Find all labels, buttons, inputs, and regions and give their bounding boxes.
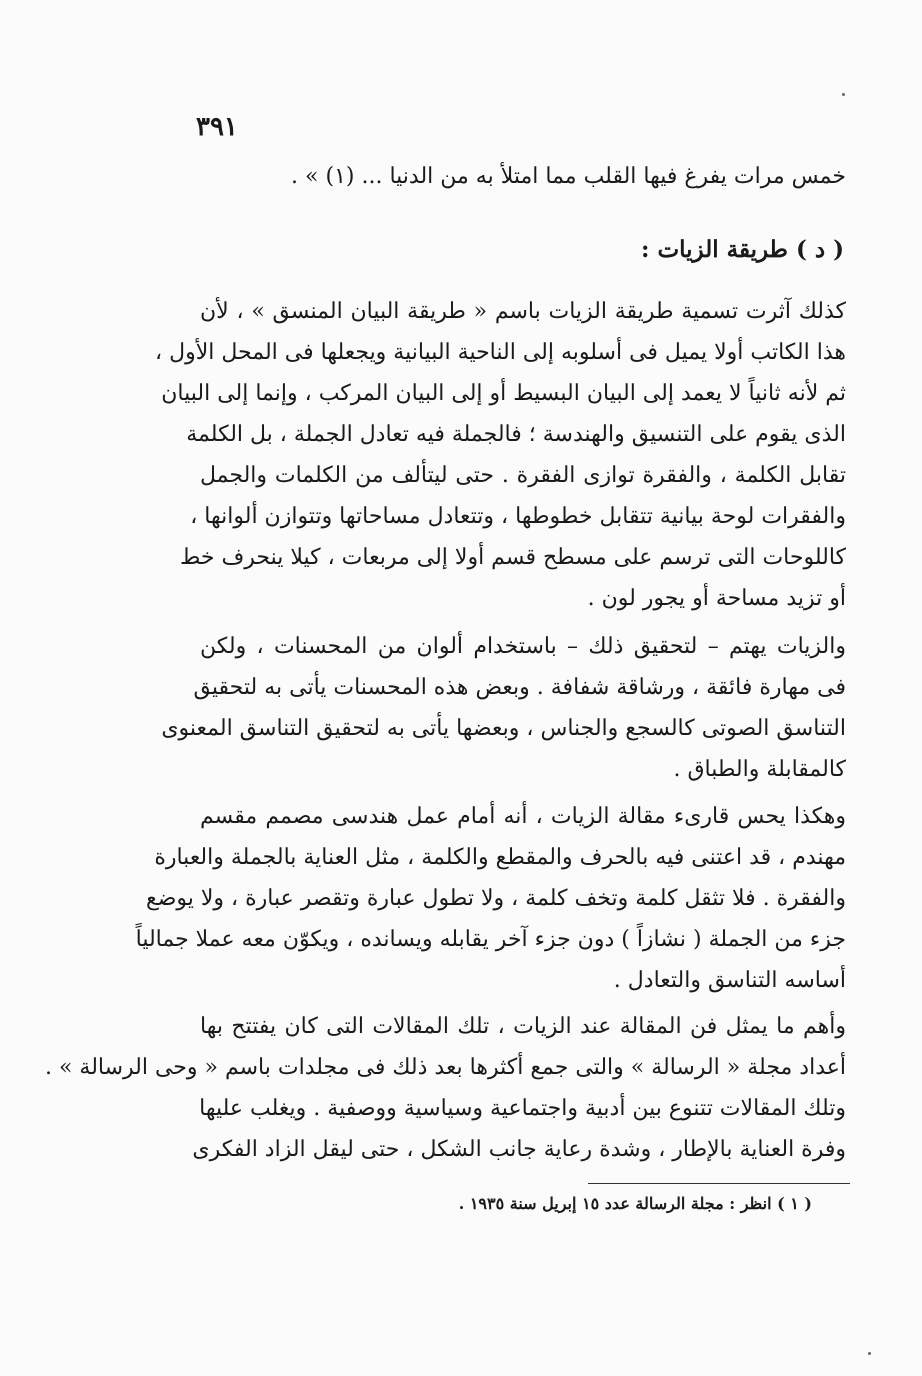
paragraph-1 [155,291,846,619]
intro-line: خمس مرات يفرغ فيها القلب مما امتلأ به من الدنيا ... (١) » . [291,164,846,189]
text-line: كاللوحات التى ترسم على مسطح قسم أولا إلى مربعات ، كيلا ينحرف خط [179,545,846,570]
text-line: وهكذا يحس قارىء مقالة الزيات ، أنه أمام عمل هندسى مصمم مقسم [200,804,846,829]
text-line: وفرة العناية بالإطار ، وشدة رعاية جانب الشكل ، حتى ليقل الزاد الفكرى [192,1137,846,1162]
text-line: ثم لأنه ثانياً لا يعمد إلى البيان البسيط أو إلى البيان المركب ، وإنما إلى البيان [161,381,846,406]
section-heading: ( د ) طريقة الزيات : [640,236,844,263]
text-line: كالمقابلة والطباق . [673,757,846,782]
text-line: والفقرات لوحة بيانية تتقابل خطوطها ، وتتعادل مساحاتها وتتوازن ألوانها ، [190,504,846,529]
scan-speck [868,1352,871,1355]
text-line: هذا الكاتب أولا يميل فى أسلوبه إلى الناحية البيانية ويجعلها فى المحل الأول ، [155,340,846,365]
paragraph-4 [44,1006,846,1170]
intro-line-block [200,156,846,197]
text-line: وأهم ما يمثل فن المقالة عند الزيات ، تلك المقالات التى كان يفتتح بها [200,1014,846,1039]
text-line: كذلك آثرت تسمية طريقة الزيات باسم « طريقة البيان المنسق » ، لأن [200,299,846,324]
footnote-divider [588,1183,850,1184]
text-line: أساسه التناسق والتعادل . [613,968,846,993]
text-line: الذى يقوم على التنسيق والهندسة ؛ فالجملة فيه تعادل الجملة ، بل الكلمة [186,422,846,447]
text-line: والزيات يهتم – لتحقيق ذلك – باستخدام ألوان من المحسنات ، ولكن [200,634,846,659]
text-line: التناسق الصوتى كالسجع والجناس ، وبعضها يأتى به لتحقيق التناسق المعنوى [161,716,846,741]
text-line: أو تزيد مساحة أو يجور لون . [587,586,846,611]
text-line: مهندم ، قد اعتنى فيه بالحرف والمقطع والكلمة ، مثل العناية بالجملة والعبارة [154,845,846,870]
text-line: أعداد مجلة « الرسالة » والتى جمع أكثرها بعد ذلك فى مجلدات باسم « وحى الرسالة » . [44,1055,846,1080]
text-line: جزء من الجملة ( نشازاً ) دون جزء آخر يقابله ويسانده ، ويكوّن معه عملا جمالياً [135,927,846,952]
page-number: ٣٩١ [196,112,238,142]
footnote: ( ١ ) انظر : مجلة الرسالة عدد ١٥ إبريل سنة ١٩٣٥ . [458,1194,812,1213]
text-line: والفقرة . فلا تثقل كلمة وتخف كلمة ، ولا تطول عبارة وتقصر عبارة ، ولا يوضع [146,886,846,911]
scan-speck [842,93,845,96]
paragraph-2 [161,626,846,790]
paragraph-3 [135,796,846,1001]
text-line: فى مهارة فائقة ، ورشاقة شفافة . وبعض هذه المحسنات يأتى به لتحقيق [193,675,846,700]
text-line: وتلك المقالات تتنوع بين أدبية واجتماعية وسياسية ووصفية . ويغلب عليها [199,1096,846,1121]
text-line: تقابل الكلمة ، والفقرة توازى الفقرة . حتى ليتألف من الكلمات والجمل [200,463,846,488]
